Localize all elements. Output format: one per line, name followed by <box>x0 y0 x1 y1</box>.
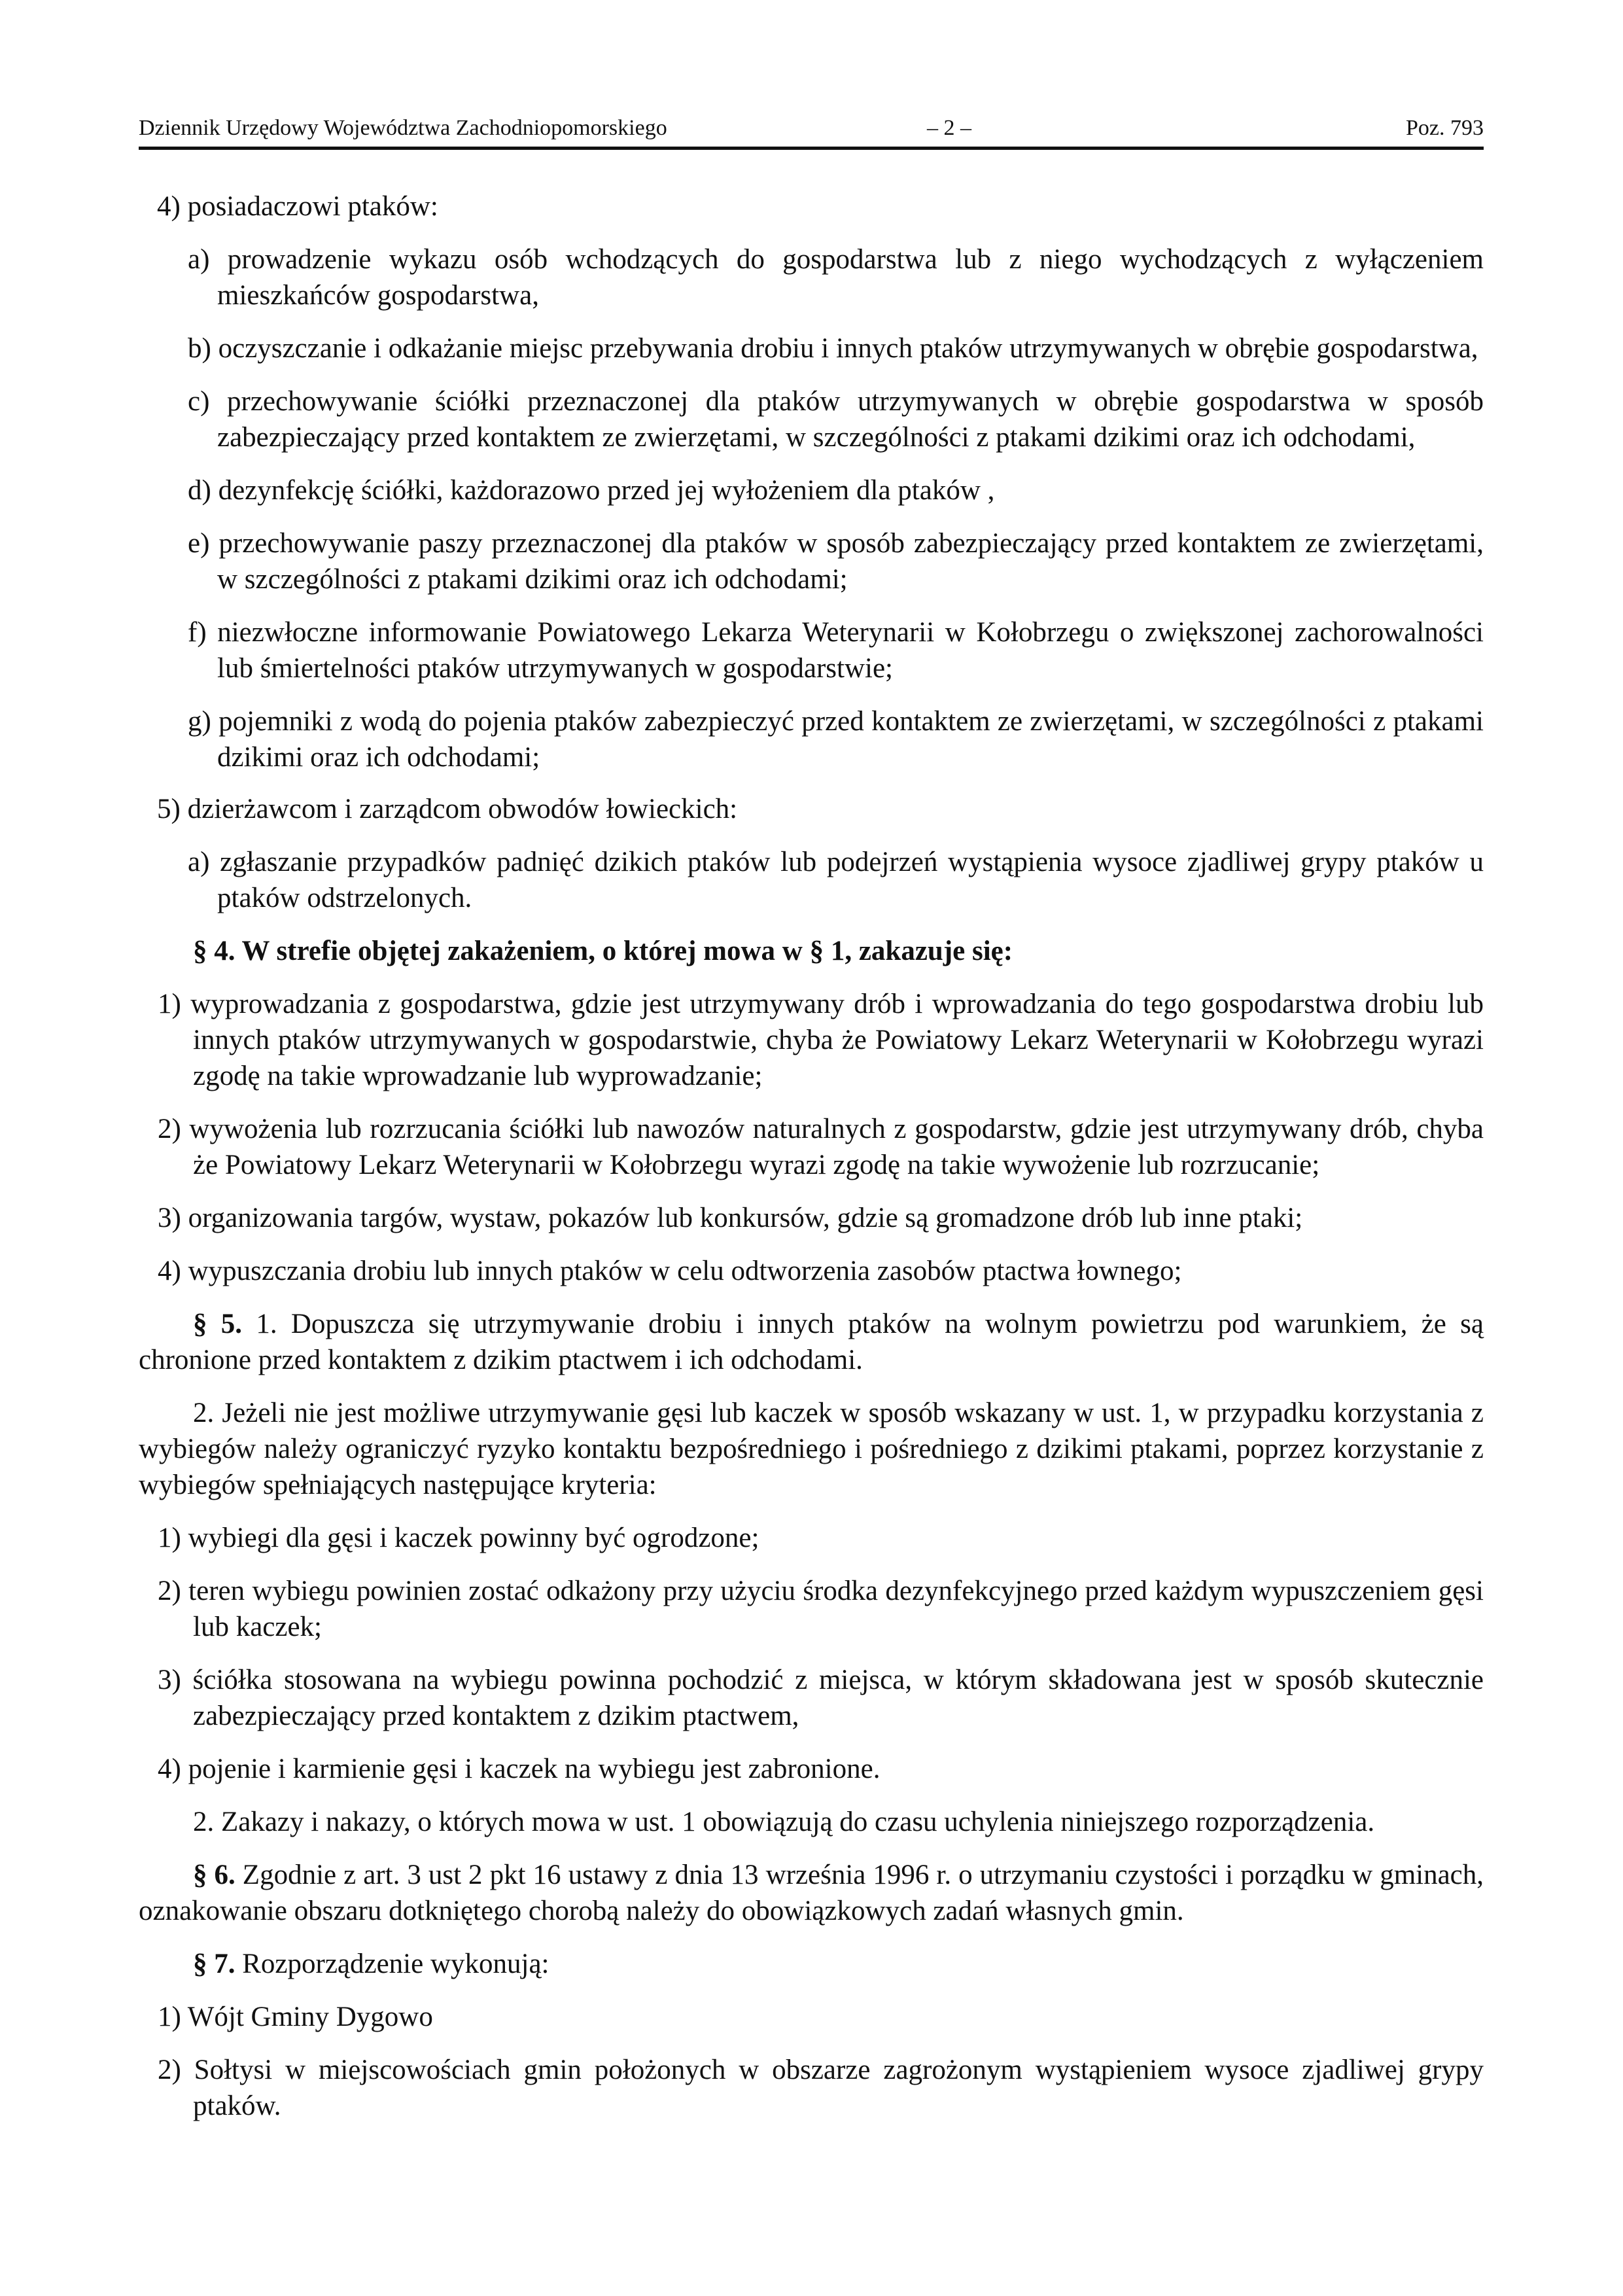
section-6-label: § 6. <box>193 1860 236 1890</box>
page-number: – 2 – <box>927 116 971 140</box>
section-4-item-3: 3) organizowania targów, wystaw, pokazów lub konkursów, gdzie są gromadzone drób lub inne ptaki; <box>158 1203 1303 1233</box>
list-item-4: 4) posiadaczowi ptaków: <box>157 191 438 222</box>
list-subitem-5a: a) zgłaszanie przypadków padnięć dzikich ptaków lub podejrzeń wystąpienia wysoce zjadliwej grypy ptaków u ptaków odstrzelonych. <box>188 847 1484 913</box>
section-5-paragraph-1 <box>139 1306 1484 1378</box>
list-subitem-b: b) oczyszczanie i odkażanie miejsc przebywania drobiu i innych ptaków utrzymywanych w obrębie gospodarstwa, <box>188 333 1478 364</box>
document-body <box>139 188 1484 2124</box>
section-7-item-1: 1) Wójt Gminy Dygowo <box>158 2002 433 2032</box>
section-4-item-4: 4) wypuszczania drobiu lub innych ptaków w celu odtworzenia zasobów ptactwa łownego; <box>158 1256 1182 1286</box>
section-7-item-2: 2) Sołtysi w miejscowościach gmin położonych w obszarze zagrożonym wystąpieniem wysoce zjadliwej grypy ptaków. <box>158 2055 1484 2121</box>
list-item-5: 5) dzierżawcom i zarządcom obwodów łowieckich: <box>157 794 738 824</box>
section-5-text: 1. Dopuszcza się utrzymywanie drobiu i innych ptaków na wolnym powietrzu pod warunkiem, że są chronione przed kontaktem z dzikim ptactwem i ich odchodami. <box>139 1309 1484 1375</box>
header-rule <box>139 147 1484 150</box>
section-7-text: Rozporządzenie wykonują: <box>235 1949 550 1979</box>
list-subitem-e: e) przechowywanie paszy przeznaczonej dla ptaków w sposób zabezpieczający przed kontaktem ze zwierzętami, w szczególności z ptakami dzikimi oraz ich odchodami; <box>188 528 1484 595</box>
position-number: Poz. 793 <box>1406 116 1484 140</box>
section-5-item-1: 1) wybiegi dla gęsi i kaczek powinny być ogrodzone; <box>158 1523 759 1553</box>
section-6-text: Zgodnie z art. 3 ust 2 pkt 16 ustawy z dnia 13 września 1996 r. o utrzymaniu czystości i porządku w gminach, oznakowanie obszaru dotkniętego chorobą należy do obowiązkowych zadań własnych gmin. <box>139 1860 1484 1926</box>
section-7-label: § 7. <box>193 1949 236 1979</box>
section-5-item-2: 2) teren wybiegu powinien zostać odkażony przy użyciu środka dezynfekcyjnego przed każdym wypuszczeniem gęsi lub kaczek; <box>158 1576 1484 1642</box>
journal-title: Dziennik Urzędowy Województwa Zachodniopomorskiego <box>139 116 667 140</box>
section-5-label: § 5. <box>193 1309 243 1339</box>
list-subitem-g: g) pojemniki z wodą do pojenia ptaków zabezpieczyć przed kontaktem ze zwierzętami, w szczególności z ptakami dzikimi oraz ich odchodami; <box>188 706 1484 773</box>
section-4-item-2: 2) wywożenia lub rozrzucania ściółki lub nawozów naturalnych z gospodarstw, gdzie jest utrzymywany drób, chyba że Powiatowy Lekarz Weterynarii w Kołobrzegu wyrazi zgodę na takie wywożenie lub rozrzucanie; <box>158 1114 1484 1180</box>
section-5-item-3: 3) ściółka stosowana na wybiegu powinna pochodzić z miejsca, w którym składowana jest w sposób skutecznie zabezpieczający przed kontaktem z dzikim ptactwem, <box>158 1665 1484 1731</box>
list-subitem-d: d) dezynfekcję ściółki, każdorazowo przed jej wyłożeniem dla ptaków , <box>188 475 995 506</box>
section-7-paragraph <box>139 1946 1484 1982</box>
section-6-paragraph <box>139 1857 1484 1929</box>
list-subitem-f: f) niezwłoczne informowanie Powiatowego Lekarza Weterynarii w Kołobrzegu o zwiększonej zachorowalności lub śmiertelności ptaków utrzymywanych w gospodarstwie; <box>188 617 1484 684</box>
section-4-title: § 4. W strefie objętej zakażeniem, o której mowa w § 1, zakazuje się: <box>193 936 1013 966</box>
page-header <box>139 109 1484 148</box>
list-subitem-c: c) przechowywanie ściółki przeznaczonej dla ptaków utrzymywanych w obrębie gospodarstwa w sposób zabezpieczający przed kontaktem ze zwierzętami, w szczególności z ptakami dzikimi oraz ich odchodami, <box>188 386 1484 453</box>
section-5-paragraph-2: 2. Jeżeli nie jest możliwe utrzymywanie gęsi lub kaczek w sposób wskazany w ust. 1, w przypadku korzystania z wybiegów należy ograniczyć ryzyko kontaktu bezpośredniego i pośredniego z dzikimi ptakami, poprzez korzystanie z wybiegów spełniających następujące kryteria: <box>139 1398 1484 1500</box>
section-4-item-1: 1) wyprowadzania z gospodarstwa, gdzie jest utrzymywany drób i wprowadzania do tego gospodarstwa drobiu lub innych ptaków utrzymywanych w gospodarstwie, chyba że Powiatowy Lekarz Weterynarii w Kołobrzegu wyrazi zgodę na takie wprowadzanie lub wyprowadzanie; <box>158 989 1484 1091</box>
section-5-item-4: 4) pojenie i karmienie gęsi i kaczek na wybiegu jest zabronione. <box>158 1754 881 1784</box>
section-5-paragraph-3: 2. Zakazy i nakazy, o których mowa w ust. 1 obowiązują do czasu uchylenia niniejszego rozporządzenia. <box>193 1807 1375 1837</box>
list-subitem-a: a) prowadzenie wykazu osób wchodzących do gospodarstwa lub z niego wychodzących z wyłączeniem mieszkańców gospodarstwa, <box>188 244 1484 311</box>
